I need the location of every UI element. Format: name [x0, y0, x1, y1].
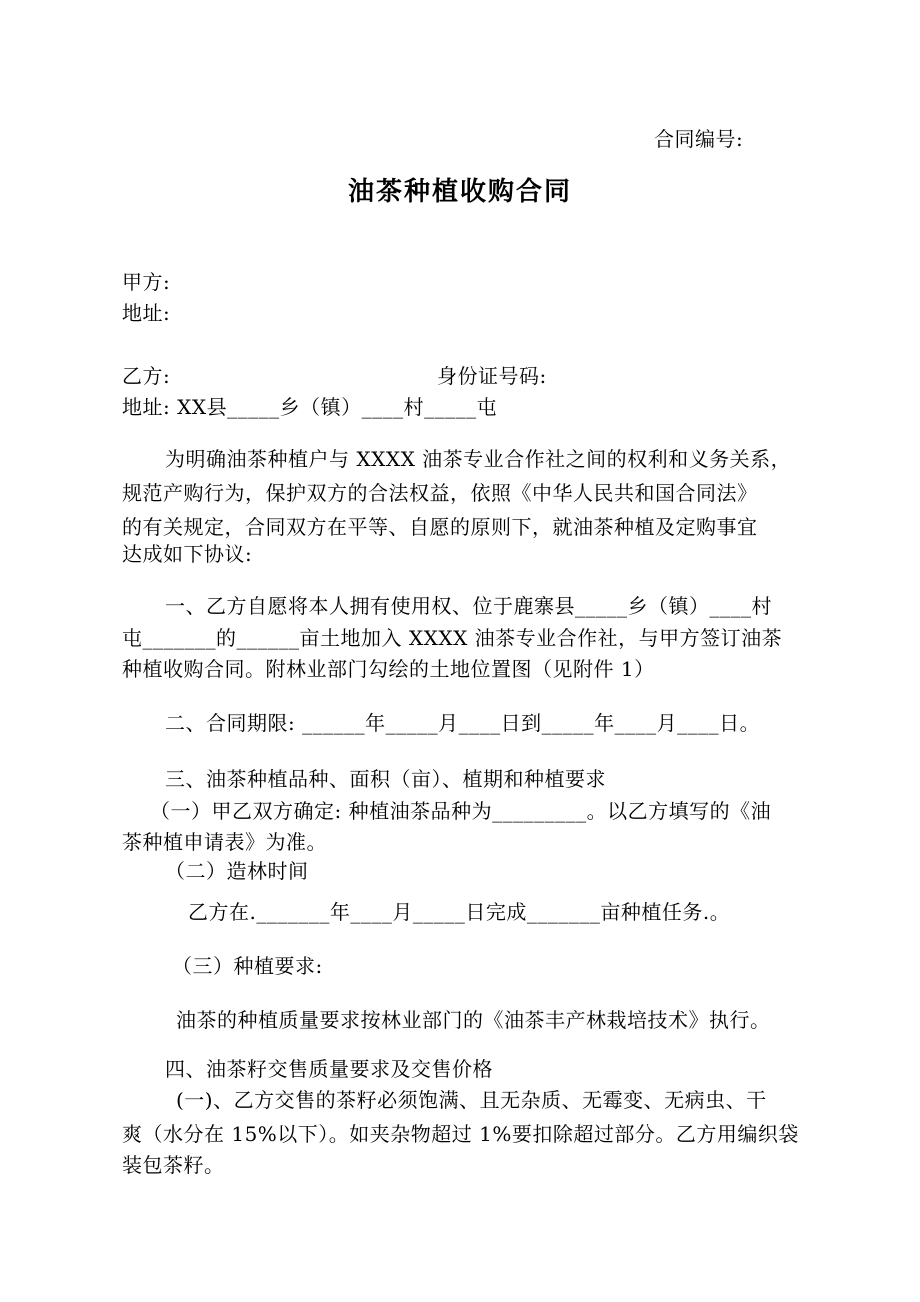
clause-4-sub1-line: (一)、乙方交售的茶籽必须饱满、且无杂质、无霉变、无病虫、干	[176, 1088, 767, 1112]
clause-1-line: 一、乙方自愿将本人拥有使用权、位于鹿寨县_____乡（镇）____村	[165, 594, 772, 618]
party-b-address-line: 地址: XX县_____乡（镇）____村_____屯	[122, 395, 498, 419]
clause-3-sub3-heading: （三）种植要求:	[172, 954, 323, 978]
party-b-name-label: 乙方:	[122, 364, 171, 388]
clause-3-sub2-heading: （二）造林时间	[165, 859, 309, 883]
preamble-line: 达成如下协议:	[122, 542, 253, 566]
document-title: 油茶种植收购合同	[347, 177, 572, 207]
clause-3-heading: 三、油茶种植品种、面积（亩）、植期和种植要求	[165, 767, 606, 791]
clause-4-heading: 四、油茶籽交售质量要求及交售价格	[165, 1057, 493, 1081]
clause-2-contract-term: 二、合同期限: ______年_____月____日到_____年____月____日。	[165, 711, 761, 735]
preamble-line: 的有关规定，合同双方在平等、自愿的原则下，就油茶种植及定购事宜	[122, 515, 758, 539]
clause-3-sub1-line: 茶种植申请表》为准。	[122, 830, 327, 854]
clause-3-sub3-text: 油茶的种植质量要求按林业部门的《油茶丰产林栽培技术》执行。	[176, 1008, 771, 1032]
clause-1-line: 种植收购合同。附林业部门勾绘的土地位置图（见附件 1）	[122, 657, 655, 681]
clause-3-sub1-line: （一）甲乙双方确定: 种植油茶品种为_________。以乙方填写的《油	[150, 799, 772, 823]
party-b-id-label: 身份证号码:	[437, 364, 547, 388]
clause-4-sub1-line: 装包茶籽。	[122, 1153, 225, 1177]
preamble-line: 为明确油茶种植户与 XXXX 油茶专业合作社之间的权利和义务关系，	[165, 447, 792, 471]
contract-number-label: 合同编号:	[654, 127, 744, 151]
party-a-name-label: 甲方:	[122, 270, 171, 294]
preamble-line: 规范产购行为，保护双方的合法权益，依照《中华人民共和国合同法》	[122, 481, 758, 505]
clause-4-sub1-line: 爽（水分在 15%以下）。如夹杂物超过 1%要扣除超过部分。乙方用编织袋	[122, 1122, 799, 1146]
clause-3-sub2-text: 乙方在._______年____月_____日完成_______亩种植任务.。	[188, 900, 731, 924]
party-a-address-label: 地址:	[122, 301, 171, 325]
clause-1-line: 屯_______的______亩土地加入 XXXX 油茶专业合作社，与甲方签订油茶	[122, 626, 783, 650]
